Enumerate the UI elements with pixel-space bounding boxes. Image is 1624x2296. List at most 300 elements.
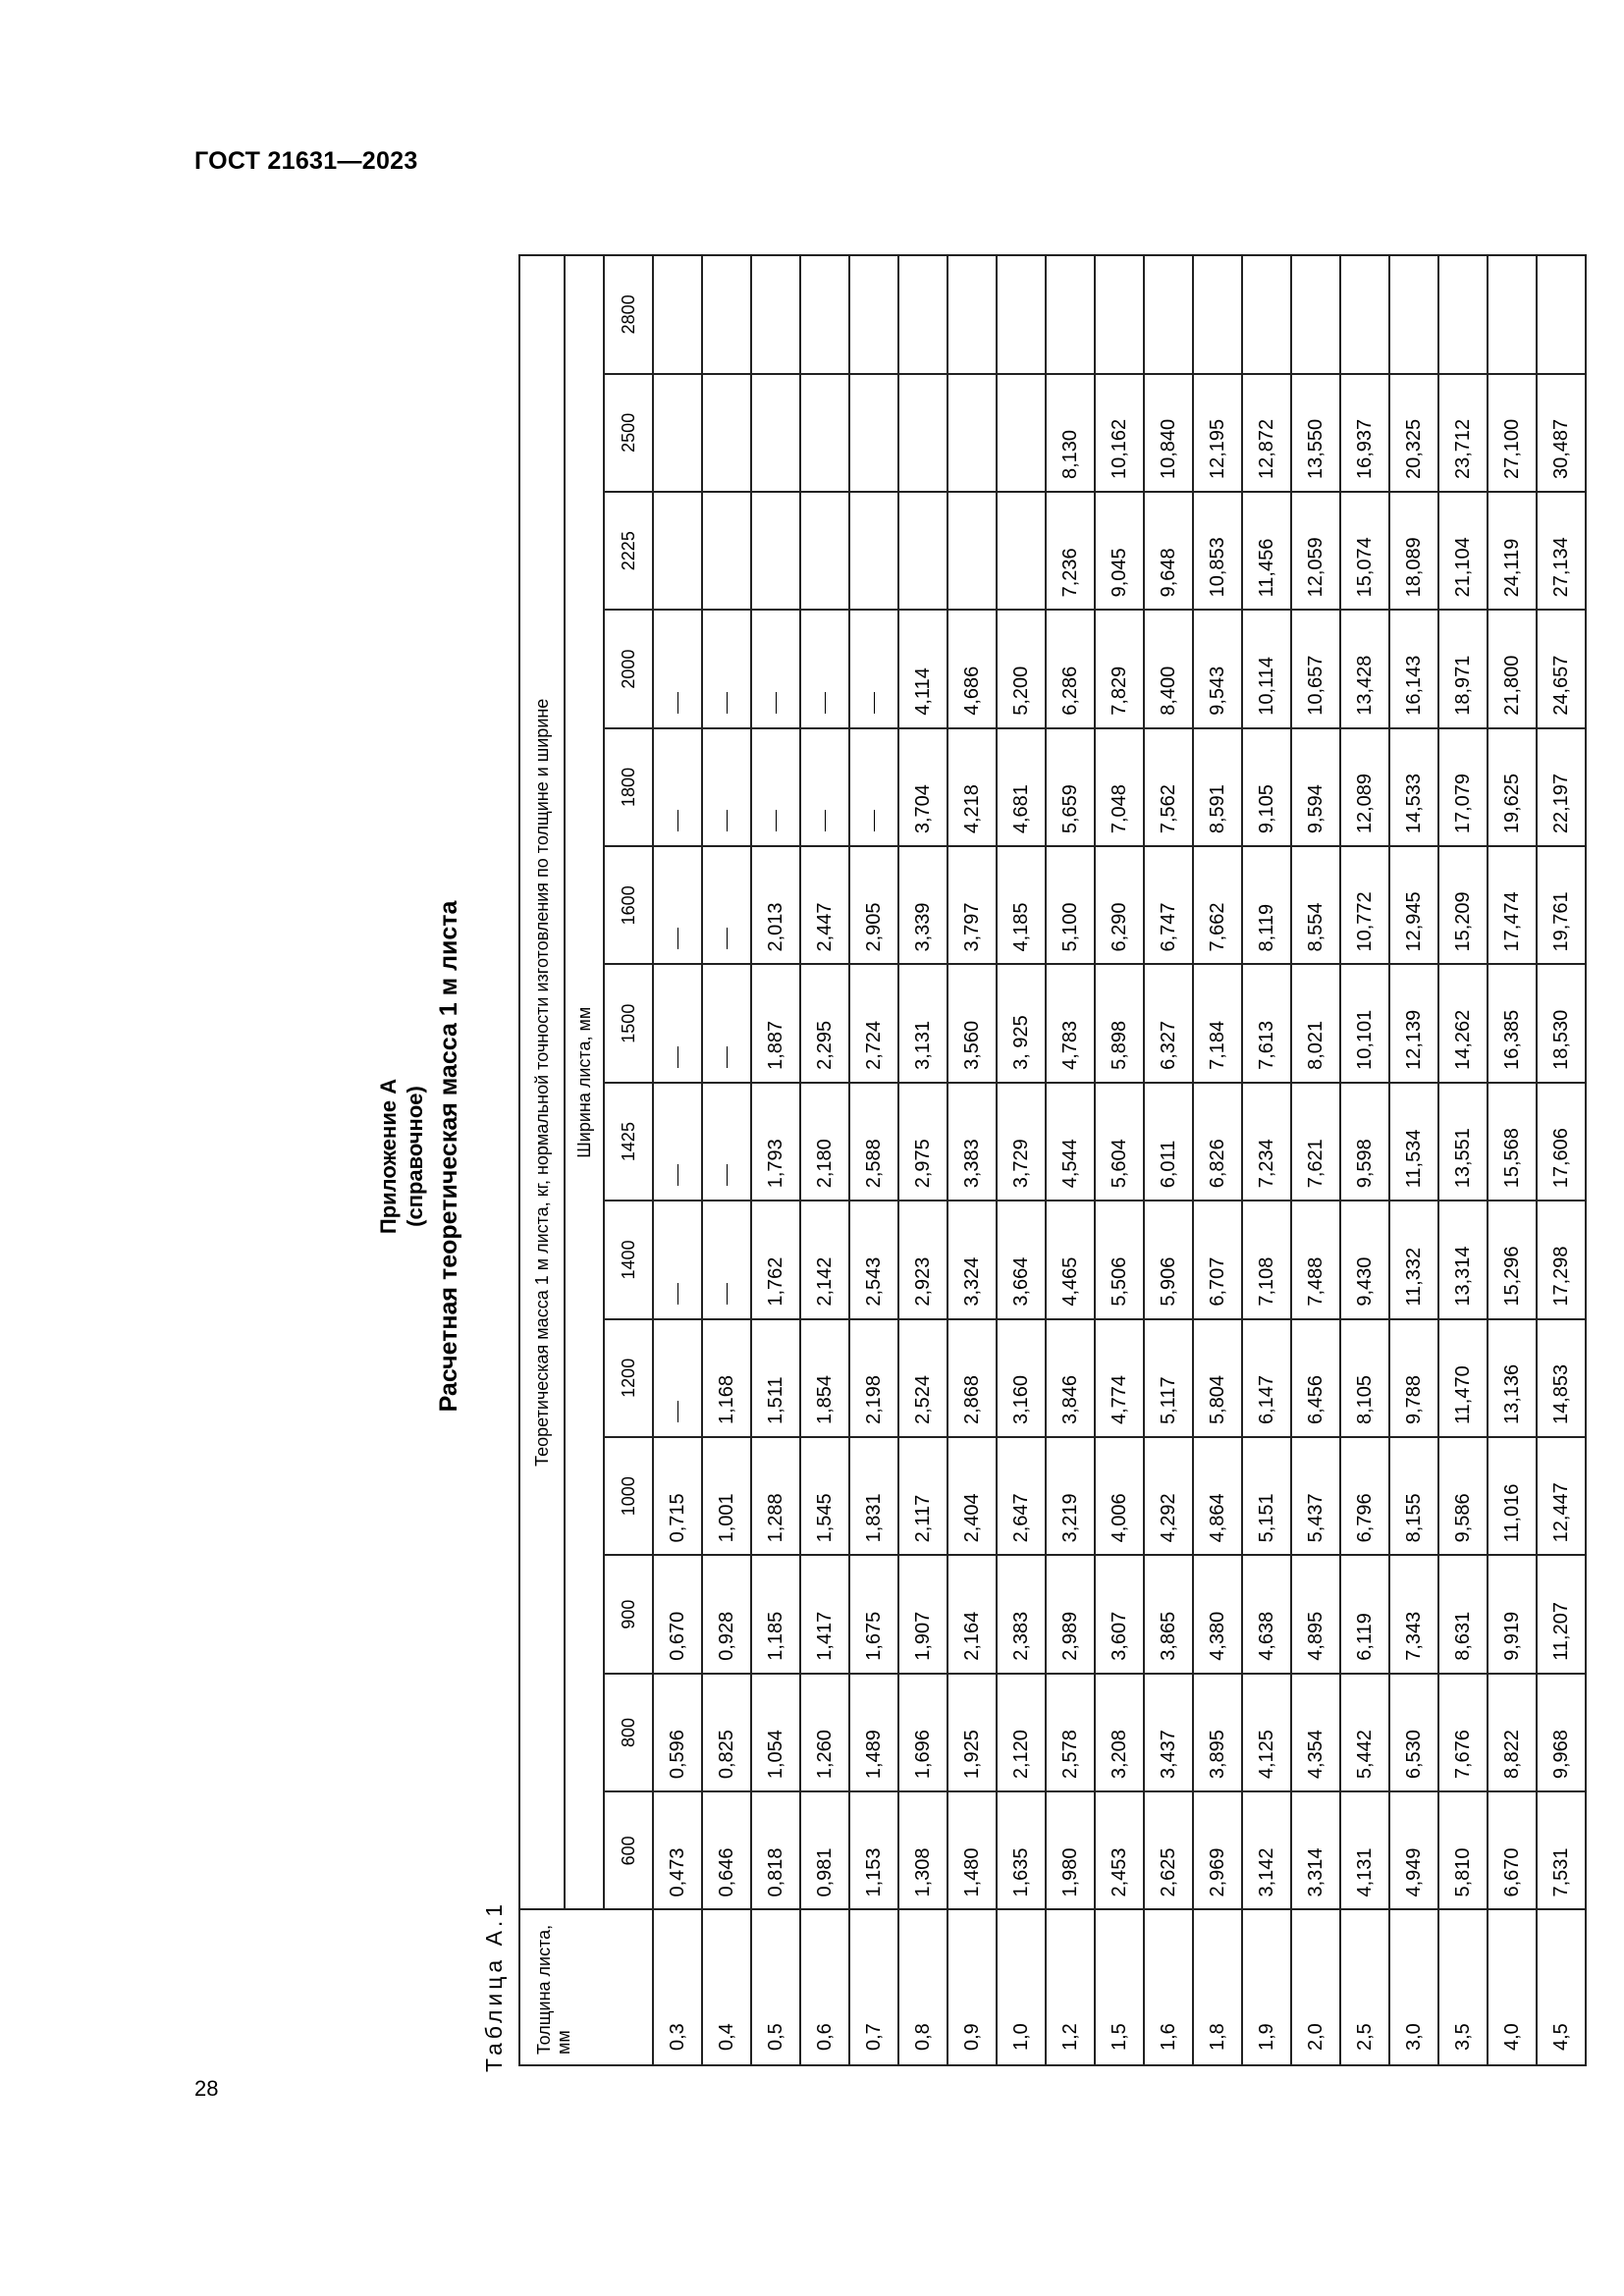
mass-cell: 4,774 [1095,1319,1144,1437]
mass-cell: 11,534 [1389,1083,1438,1201]
mass-cell: 1,417 [800,1555,849,1673]
mass-cell [800,728,849,846]
dash-mark [727,692,728,714]
mass-cell: 1,489 [849,1674,898,1791]
mass-cell: 3,895 [1193,1674,1242,1791]
mass-cell: 2,447 [800,846,849,964]
mass-cell [653,965,702,1083]
mass-cell: 1,168 [702,1319,751,1437]
mass-cell: 9,598 [1340,1083,1389,1201]
mass-cell: 5,151 [1242,1437,1291,1555]
mass-cell: 8,631 [1438,1555,1488,1673]
mass-cell [997,374,1046,492]
mass-cell [653,728,702,846]
dash-mark [677,810,678,831]
mass-cell: 7,829 [1095,610,1144,727]
mass-cell: 18,530 [1537,965,1586,1083]
thickness-cell: 2,0 [1291,1910,1340,2066]
mass-cell: 13,551 [1438,1083,1488,1201]
mass-cell: 6,290 [1095,846,1144,964]
mass-cell [1438,255,1488,374]
mass-cell: 1,545 [800,1437,849,1555]
mass-cell: 1,511 [751,1319,800,1437]
mass-cell: 2,975 [898,1083,947,1201]
mass-cell: 7,676 [1438,1674,1488,1791]
mass-cell: 9,586 [1438,1437,1488,1555]
mass-cell: 4,380 [1193,1555,1242,1673]
dash-mark [825,692,826,714]
mass-cell: 6,796 [1340,1437,1389,1555]
mass-cell: 10,101 [1340,965,1389,1083]
thickness-cell: 2,5 [1340,1910,1389,2066]
table-row [898,255,947,2065]
mass-cell: 7,488 [1291,1201,1340,1318]
mass-cell: 3,704 [898,728,947,846]
mass-cell: 14,262 [1438,965,1488,1083]
mass-cell [751,374,800,492]
mass-cell: 27,134 [1537,492,1586,610]
mass-cell: 0,818 [751,1791,800,1909]
mass-cell: 5,506 [1095,1201,1144,1318]
mass-cell: 4,185 [997,846,1046,964]
mass-cell: 3,846 [1046,1319,1095,1437]
mass-cell: 7,531 [1537,1791,1586,1909]
table-row [751,255,800,2065]
table-row [1193,255,1242,2065]
mass-cell: 1,260 [800,1674,849,1791]
mass-cell: 2,905 [849,846,898,964]
mass-cell: 27,100 [1488,374,1537,492]
dash-mark [874,692,875,714]
mass-cell: 3,797 [947,846,997,964]
width-header-cell: 1000 [604,1437,653,1555]
thickness-cell: 4,0 [1488,1910,1537,2066]
mass-cell: 1,696 [898,1674,947,1791]
table-caption: Таблица А.1 [481,1899,507,2072]
mass-cell: 10,114 [1242,610,1291,727]
mass-cell [898,255,947,374]
mass-cell: 10,840 [1144,374,1193,492]
mass-cell: 8,400 [1144,610,1193,727]
mass-cell: 4,638 [1242,1555,1291,1673]
mass-cell [800,255,849,374]
mass-cell: 0,646 [702,1791,751,1909]
width-values-row [604,255,653,2065]
mass-cell: 16,143 [1389,610,1438,727]
mass-cell [702,965,751,1083]
mass-cell: 5,200 [997,610,1046,727]
mass-cell [1193,255,1242,374]
mass-cell: 0,825 [702,1674,751,1791]
mass-cell: 3,865 [1144,1555,1193,1673]
mass-cell [997,492,1046,610]
mass-cell: 3,142 [1242,1791,1291,1909]
mass-cell: 2,969 [1193,1791,1242,1909]
mass-cell: 5,898 [1095,965,1144,1083]
mass-cell [1095,255,1144,374]
mass-cell [653,846,702,964]
mass-cell: 17,606 [1537,1083,1586,1201]
mass-cell: 10,853 [1193,492,1242,610]
mass-cell: 1,762 [751,1201,800,1318]
mass-cell [849,610,898,727]
dash-mark [727,810,728,831]
mass-cell: 15,074 [1340,492,1389,610]
mass-cell: 6,011 [1144,1083,1193,1201]
mass-cell [653,610,702,727]
width-header: Ширина листа, мм [565,255,604,1910]
table-row [997,255,1046,2065]
mass-cell: 4,686 [947,610,997,727]
mass-cell [898,374,947,492]
mass-cell: 4,354 [1291,1674,1340,1791]
mass-cell: 3,160 [997,1319,1046,1437]
thickness-cell: 3,5 [1438,1910,1488,2066]
dash-mark [677,1164,678,1186]
width-header-cell: 800 [604,1674,653,1791]
mass-cell: 8,130 [1046,374,1095,492]
mass-cell: 11,207 [1537,1555,1586,1673]
mass-cell: 1,001 [702,1437,751,1555]
mass-cell: 30,487 [1537,374,1586,492]
mass-cell: 9,430 [1340,1201,1389,1318]
mass-cell: 7,662 [1193,846,1242,964]
width-header-cell: 1425 [604,1083,653,1201]
mass-cell: 9,919 [1488,1555,1537,1673]
mass-cell: 4,218 [947,728,997,846]
mass-cell [800,374,849,492]
mass-cell: 4,125 [1242,1674,1291,1791]
mass-cell: 6,327 [1144,965,1193,1083]
mass-cell: 0,928 [702,1555,751,1673]
appendix-heading [375,240,428,2072]
mass-cell: 22,197 [1537,728,1586,846]
mass-cell [849,728,898,846]
mass-cell [1488,255,1537,374]
mass-cell [849,492,898,610]
mass-cell: 16,385 [1488,965,1537,1083]
mass-cell: 5,810 [1438,1791,1488,1909]
mass-cell: 9,648 [1144,492,1193,610]
mass-cell: 3,339 [898,846,947,964]
mass-cell: 7,184 [1193,965,1242,1083]
mass-cell [800,610,849,727]
mass-cell: 3,314 [1291,1791,1340,1909]
mass-cell: 7,621 [1291,1083,1340,1201]
mass-cell: 3,131 [898,965,947,1083]
width-header-cell: 900 [604,1555,653,1673]
dash-mark [727,1164,728,1186]
table-row [1291,255,1340,2065]
mass-cell: 2,868 [947,1319,997,1437]
thickness-cell: 0,3 [653,1910,702,2066]
dash-mark [727,929,728,950]
mass-cell: 0,715 [653,1437,702,1555]
thickness-cell: 4,5 [1537,1910,1586,2066]
mass-cell [1389,255,1438,374]
table-row [947,255,997,2065]
dash-mark [776,810,777,831]
mass-cell: 2,117 [898,1437,947,1555]
thickness-cell: 0,7 [849,1910,898,2066]
mass-cell [653,1083,702,1201]
mass-cell: 7,613 [1242,965,1291,1083]
mass-cell: 6,286 [1046,610,1095,727]
mass-cell: 7,343 [1389,1555,1438,1673]
mass-cell [653,255,702,374]
mass-cell: 12,447 [1537,1437,1586,1555]
mass-cell: 18,089 [1389,492,1438,610]
mass-cell: 2,588 [849,1083,898,1201]
mass-cell: 15,296 [1488,1201,1537,1318]
mass-cell: 13,428 [1340,610,1389,727]
width-header-cell: 2500 [604,374,653,492]
mass-cell: 1,635 [997,1791,1046,1909]
thickness-cell: 1,5 [1095,1910,1144,2066]
mass-cell: 13,136 [1488,1319,1537,1437]
mass-cell: 2,120 [997,1674,1046,1791]
mass-cell: 2,724 [849,965,898,1083]
mass-cell: 1,980 [1046,1791,1095,1909]
mass-cell: 5,437 [1291,1437,1340,1555]
mass-cell: 0,670 [653,1555,702,1673]
dash-mark [776,692,777,714]
mass-cell: 4,895 [1291,1555,1340,1673]
thickness-cell: 3,0 [1389,1910,1438,2066]
mass-cell: 17,298 [1537,1201,1586,1318]
thickness-cell: 1,2 [1046,1910,1095,2066]
mass-cell [1537,255,1586,374]
mass-cell: 2,524 [898,1319,947,1437]
dash-mark [677,1401,678,1422]
mass-cell: 2,142 [800,1201,849,1318]
mass-cell: 3, 925 [997,965,1046,1083]
group-header: Теоретическая масса 1 м листа, кг, нормальной точности изготовления по толщине и ширине [519,255,565,1910]
mass-cell: 4,864 [1193,1437,1242,1555]
mass-cell: 2,578 [1046,1674,1095,1791]
mass-cell: 20,325 [1389,374,1438,492]
mass-cell: 5,906 [1144,1201,1193,1318]
width-header-cell: 600 [604,1791,653,1909]
mass-cell [653,1201,702,1318]
table-row [1389,255,1438,2065]
mass-cell: 4,292 [1144,1437,1193,1555]
mass-cell: 6,670 [1488,1791,1537,1909]
mass-cell [751,492,800,610]
mass-cell: 7,048 [1095,728,1144,846]
table-row [849,255,898,2065]
mass-cell: 8,554 [1291,846,1340,964]
mass-cell [947,255,997,374]
width-header-cell: 2000 [604,610,653,727]
width-header-cell: 1600 [604,846,653,964]
mass-cell: 10,772 [1340,846,1389,964]
table-row [653,255,702,2065]
mass-cell: 3,437 [1144,1674,1193,1791]
width-header-cell: 1400 [604,1201,653,1318]
mass-cell: 7,562 [1144,728,1193,846]
mass-cell [1340,255,1389,374]
thickness-cell: 0,5 [751,1910,800,2066]
mass-cell: 2,923 [898,1201,947,1318]
mass-cell: 4,949 [1389,1791,1438,1909]
mass-cell [849,255,898,374]
mass-cell [947,492,997,610]
mass-cell: 9,968 [1537,1674,1586,1791]
dash-mark [677,929,678,950]
mass-cell: 1,887 [751,965,800,1083]
mass-cell: 19,625 [1488,728,1537,846]
mass-cell [702,1083,751,1201]
thickness-cell: 0,4 [702,1910,751,2066]
dash-mark [677,1283,678,1305]
mass-cell [702,846,751,964]
mass-cell: 9,594 [1291,728,1340,846]
width-header-cell: 2800 [604,255,653,374]
table-row [1340,255,1389,2065]
mass-cell: 13,314 [1438,1201,1488,1318]
table-row [1488,255,1537,2065]
mass-cell [1046,255,1095,374]
mass-cell: 12,195 [1193,374,1242,492]
mass-cell: 4,114 [898,610,947,727]
mass-cell [751,610,800,727]
mass-cell [997,255,1046,374]
mass-cell: 1,288 [751,1437,800,1555]
mass-cell: 1,831 [849,1437,898,1555]
mass-cell: 17,079 [1438,728,1488,846]
mass-cell: 7,234 [1242,1083,1291,1201]
mass-cell: 7,108 [1242,1201,1291,1318]
mass-cell: 3,208 [1095,1674,1144,1791]
mass-cell [849,374,898,492]
mass-cell: 6,530 [1389,1674,1438,1791]
document-code: ГОСТ 21631—2023 [194,147,418,175]
mass-cell: 8,119 [1242,846,1291,964]
mass-cell: 2,404 [947,1437,997,1555]
mass-cell: 23,712 [1438,374,1488,492]
mass-cell [702,492,751,610]
mass-cell: 1,185 [751,1555,800,1673]
mass-cell [1144,255,1193,374]
mass-cell: 3,729 [997,1083,1046,1201]
mass-cell: 3,560 [947,965,997,1083]
thickness-cell: 1,8 [1193,1910,1242,2066]
mass-cell: 5,604 [1095,1083,1144,1201]
width-header-cell: 2225 [604,492,653,610]
table-body [653,255,1586,2065]
mass-cell: 8,822 [1488,1674,1537,1791]
mass-cell [702,610,751,727]
mass-cell: 6,119 [1340,1555,1389,1673]
mass-cell: 2,543 [849,1201,898,1318]
mass-cell: 7,236 [1046,492,1095,610]
mass-cell: 14,853 [1537,1319,1586,1437]
mass-cell: 21,800 [1488,610,1537,727]
mass-cell: 4,681 [997,728,1046,846]
mass-cell: 11,470 [1438,1319,1488,1437]
appendix-subtitle: (справочное) [403,1086,427,1227]
mass-cell: 5,100 [1046,846,1095,964]
mass-cell: 2,383 [997,1555,1046,1673]
mass-cell: 3,383 [947,1083,997,1201]
thickness-cell: 0,9 [947,1910,997,2066]
mass-cell: 6,147 [1242,1319,1291,1437]
mass-cell [702,1201,751,1318]
mass-cell [800,492,849,610]
mass-cell: 12,872 [1242,374,1291,492]
mass-cell: 4,544 [1046,1083,1095,1201]
mass-cell: 12,089 [1340,728,1389,846]
mass-cell: 5,804 [1193,1319,1242,1437]
mass-cell: 9,105 [1242,728,1291,846]
appendix-title: Приложение А [376,1078,401,1235]
mass-cell: 1,153 [849,1791,898,1909]
mass-cell: 6,456 [1291,1319,1340,1437]
mass-cell [751,255,800,374]
dash-mark [677,1046,678,1068]
mass-cell: 15,209 [1438,846,1488,964]
mass-cell: 12,139 [1389,965,1438,1083]
thickness-cell: 1,9 [1242,1910,1291,2066]
mass-cell [653,374,702,492]
rotated-page-content [358,240,1572,2072]
dash-mark [727,1283,728,1305]
mass-cell [751,728,800,846]
mass-cell: 8,591 [1193,728,1242,846]
thickness-header: Толщина листа, мм [519,1910,653,2066]
width-header-cell: 1500 [604,965,653,1083]
mass-cell: 1,925 [947,1674,997,1791]
mass-cell [702,255,751,374]
mass-cell: 0,981 [800,1791,849,1909]
table-row [1046,255,1095,2065]
mass-cell: 16,937 [1340,374,1389,492]
mass-cell: 1,793 [751,1083,800,1201]
mass-cell: 17,474 [1488,846,1537,964]
mass-cell: 8,155 [1389,1437,1438,1555]
mass-cell [898,492,947,610]
mass-cell: 8,021 [1291,965,1340,1083]
main-title: Расчетная теоретическая масса 1 м листа [435,900,462,1413]
dash-mark [677,692,678,714]
mass-cell: 1,480 [947,1791,997,1909]
mass-cell: 6,826 [1193,1083,1242,1201]
mass-cell: 6,747 [1144,846,1193,964]
mass-cell: 12,945 [1389,846,1438,964]
table-row [800,255,849,2065]
mass-cell: 8,105 [1340,1319,1389,1437]
mass-cell: 15,568 [1488,1083,1537,1201]
mass-cell: 9,543 [1193,610,1242,727]
mass-cell: 6,707 [1193,1201,1242,1318]
mass-cell: 1,854 [800,1319,849,1437]
mass-cell: 2,989 [1046,1555,1095,1673]
mass-cell: 3,324 [947,1201,997,1318]
mass-cell [702,374,751,492]
mass-cell: 9,788 [1389,1319,1438,1437]
mass-cell: 24,119 [1488,492,1537,610]
mass-cell: 4,006 [1095,1437,1144,1555]
mass-cell: 1,054 [751,1674,800,1791]
table-row [1438,255,1488,2065]
mass-cell: 5,117 [1144,1319,1193,1437]
mass-cell [947,374,997,492]
mass-cell: 4,131 [1340,1791,1389,1909]
mass-cell: 0,596 [653,1674,702,1791]
mass-cell: 11,016 [1488,1437,1537,1555]
table-row [1242,255,1291,2065]
